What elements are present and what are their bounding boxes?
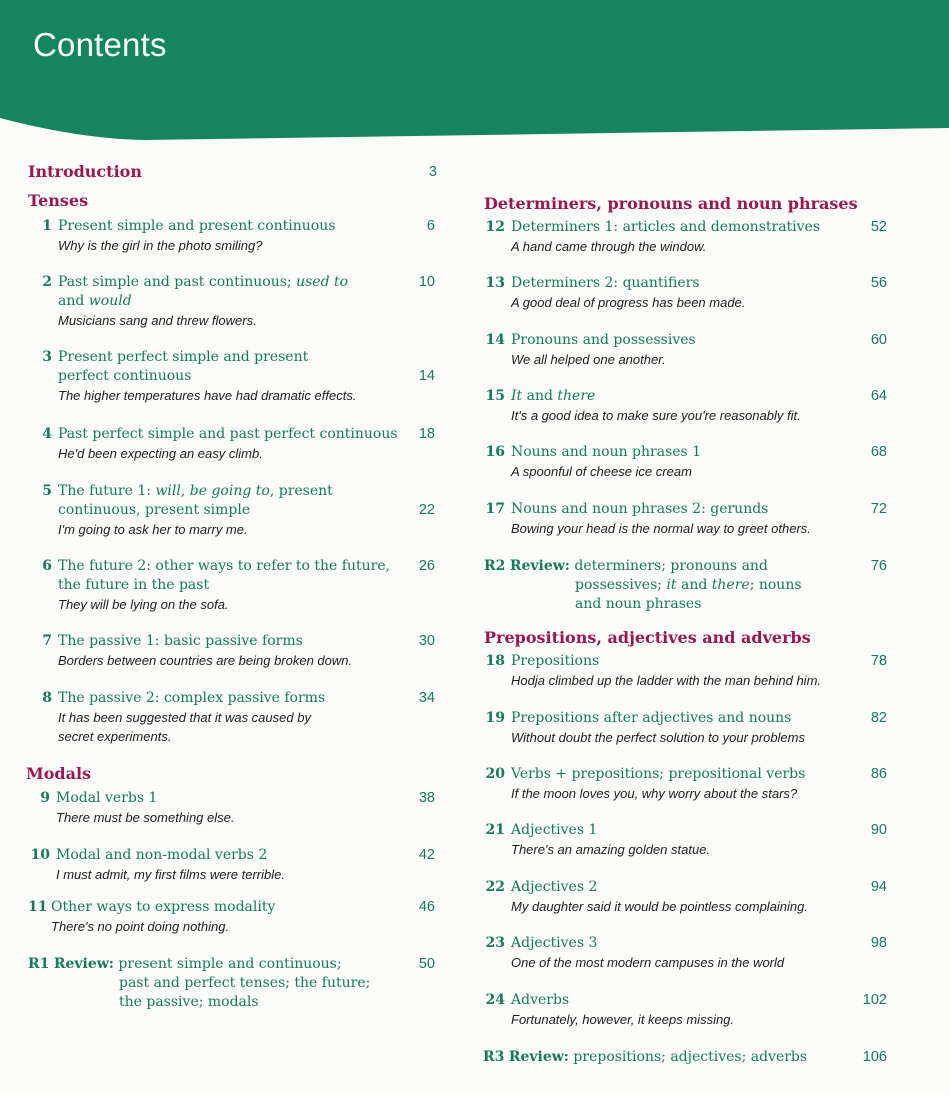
unit-title: Pronouns and possessives [511, 332, 696, 348]
review-entry-r1[interactable] [28, 955, 443, 1015]
unit-title: Nouns and noun phrases 1 [511, 444, 702, 460]
unit-entry-11[interactable] [28, 898, 443, 938]
unit-example: A good deal of progress has been made. [511, 295, 746, 310]
unit-title: Prepositions after adjectives and nouns [511, 710, 792, 726]
unit-example-cont: secret experiments. [58, 729, 172, 744]
unit-title: Modal verbs 1 [56, 790, 158, 806]
unit-number: 7 [42, 633, 52, 649]
unit-title: The future 2: other ways to refer to the future, [58, 558, 391, 574]
unit-example: They will be lying on the sofa. [58, 597, 229, 612]
unit-number: 23 [485, 935, 505, 951]
unit-number: 21 [485, 822, 505, 838]
unit-entry-4[interactable] [28, 425, 443, 465]
unit-title: Present perfect simple and present [58, 349, 309, 365]
review-title-cont: the passive; modals [119, 994, 259, 1010]
unit-example: Fortunately, however, it keeps missing. [511, 1012, 735, 1027]
unit-entry-23[interactable] [480, 934, 895, 974]
unit-example: My daughter said it would be pointless complaining. [511, 899, 809, 914]
page-number: 50 [418, 956, 435, 972]
page-number: 30 [418, 633, 435, 649]
unit-example: It has been suggested that it was caused by [58, 710, 311, 725]
unit-example: Hodja climbed up the ladder with the man behind him. [511, 673, 822, 688]
page-number: 42 [418, 847, 435, 863]
section-heading-prepositions [484, 628, 895, 648]
unit-title: It and there [511, 388, 596, 404]
unit-entry-14[interactable] [480, 331, 895, 371]
unit-number: 5 [42, 483, 52, 499]
unit-number: 18 [485, 653, 505, 669]
review-entry-r2[interactable] [480, 557, 895, 617]
unit-example: A spoonful of cheese ice cream [511, 464, 692, 479]
unit-example: We all helped one another. [511, 352, 666, 367]
unit-entry-15[interactable] [480, 387, 895, 427]
unit-entry-18[interactable] [480, 652, 895, 692]
unit-title: Adverbs [511, 992, 570, 1008]
section-heading-label: Modals [26, 764, 92, 783]
unit-number: 3 [42, 349, 52, 365]
unit-number: 6 [42, 558, 52, 574]
page-title: Contents [33, 26, 167, 63]
unit-number: 4 [42, 426, 52, 442]
section-heading-determiners [484, 194, 895, 214]
page-number: 3 [428, 164, 437, 180]
section-heading-tenses [28, 191, 443, 211]
unit-entry-5[interactable] [28, 482, 443, 542]
section-heading-modals [26, 764, 443, 784]
unit-example: One of the most modern campuses in the world [511, 955, 785, 970]
unit-entry-21[interactable] [480, 821, 895, 861]
unit-title: Verbs + prepositions; prepositional verbs [511, 766, 806, 782]
page-number: 56 [870, 275, 887, 291]
unit-example: Why is the girl in the photo smiling? [58, 238, 263, 253]
unit-entry-1[interactable] [28, 217, 443, 257]
unit-entry-22[interactable] [480, 878, 895, 918]
unit-entry-20[interactable] [480, 765, 895, 805]
unit-entry-24[interactable] [480, 991, 895, 1031]
unit-title: Nouns and noun phrases 2: gerunds [511, 501, 769, 517]
unit-number: 20 [485, 766, 505, 782]
page-number: 86 [870, 766, 887, 782]
unit-title: Past simple and past continuous; used to [58, 274, 349, 290]
page-number: 14 [418, 368, 435, 384]
unit-entry-19[interactable] [480, 709, 895, 749]
unit-number: 10 [30, 847, 50, 863]
page-number: 34 [418, 690, 435, 706]
section-introduction-label: Introduction [28, 162, 142, 181]
unit-title: Present simple and present continuous [58, 218, 336, 234]
unit-number: 19 [485, 710, 505, 726]
section-heading-label: Determiners, pronouns and noun phrases [484, 194, 858, 213]
page-number: 72 [870, 501, 887, 517]
unit-entry-2[interactable] [28, 273, 443, 333]
unit-title: Modal and non-modal verbs 2 [56, 847, 268, 863]
unit-title: Prepositions [511, 653, 600, 669]
page-number: 38 [418, 790, 435, 806]
page-number: 106 [862, 1049, 887, 1065]
page-number: 98 [870, 935, 887, 951]
unit-title-cont: the future in the past [58, 577, 210, 593]
unit-number: 22 [485, 879, 505, 895]
unit-entry-9[interactable] [28, 789, 443, 829]
page-number: 46 [418, 899, 435, 915]
section-heading-label: Tenses [28, 191, 89, 210]
unit-title-cont: perfect continuous [58, 368, 192, 384]
page-number: 82 [870, 710, 887, 726]
unit-title: Adjectives 2 [511, 879, 598, 895]
section-introduction[interactable] [28, 162, 443, 182]
unit-title: The future 1: will, be going to, present [58, 483, 333, 499]
review-title-cont: past and perfect tenses; the future; [119, 975, 371, 991]
unit-title: Other ways to express modality [51, 899, 276, 915]
unit-example: Borders between countries are being broken down. [58, 653, 353, 668]
unit-example: It's a good idea to make sure you're reasonably fit. [511, 408, 801, 423]
page-number: 22 [418, 502, 435, 518]
unit-entry-13[interactable] [480, 274, 895, 314]
unit-number: 11 [28, 899, 48, 915]
unit-number: 24 [485, 992, 505, 1008]
unit-example: I must admit, my first films were terrible. [56, 867, 285, 882]
unit-number: 9 [40, 790, 50, 806]
review-entry-r3[interactable] [480, 1048, 895, 1070]
unit-example: A hand came through the window. [511, 239, 707, 254]
unit-example: There's no point doing nothing. [51, 919, 230, 934]
page-number: 102 [862, 992, 887, 1008]
page-number: 68 [870, 444, 887, 460]
page-number: 52 [870, 219, 887, 235]
page-number: 78 [870, 653, 887, 669]
review-title-cont: possessives; it and there; nouns [575, 577, 802, 593]
page-number: 94 [870, 879, 887, 895]
page-number: 26 [418, 558, 435, 574]
page-number: 18 [418, 426, 435, 442]
unit-entry-3[interactable] [28, 348, 443, 408]
unit-example: He'd been expecting an easy climb. [58, 446, 263, 461]
unit-example: Without doubt the perfect solution to your problems [511, 730, 805, 745]
unit-entry-8[interactable] [28, 689, 443, 749]
page-number: 76 [870, 558, 887, 574]
unit-example: Bowing your head is the normal way to greet others. [511, 521, 811, 536]
unit-example: I'm going to ask her to marry me. [58, 522, 248, 537]
unit-number: 13 [485, 275, 505, 291]
unit-example: There must be something else. [56, 810, 235, 825]
unit-example: There's an amazing golden statue. [511, 842, 711, 857]
unit-number: 15 [485, 388, 505, 404]
unit-number: 2 [42, 274, 52, 290]
review-title: R1 Review: present simple and continuous; [28, 956, 342, 972]
unit-title: Past perfect simple and past perfect continuous [58, 426, 398, 442]
page-number: 60 [870, 332, 887, 348]
unit-title: Adjectives 3 [511, 935, 598, 951]
unit-example: If the moon loves you, why worry about the stars? [511, 786, 798, 801]
unit-number: 14 [485, 332, 505, 348]
page-number: 6 [426, 218, 435, 234]
unit-title: Determiners 2: quantifiers [511, 275, 700, 291]
unit-entry-6[interactable] [28, 557, 443, 617]
unit-title: Adjectives 1 [511, 822, 598, 838]
unit-entry-7[interactable] [28, 632, 443, 672]
unit-entry-10[interactable] [28, 846, 443, 886]
page-number: 90 [870, 822, 887, 838]
page-number: 10 [418, 274, 435, 290]
unit-number: 8 [42, 690, 52, 706]
unit-title: The passive 2: complex passive forms [58, 690, 326, 706]
review-title: R2 Review: determiners; pronouns and [484, 558, 768, 574]
unit-number: 17 [485, 501, 505, 517]
unit-title-cont: and would [58, 293, 132, 309]
unit-number: 16 [485, 444, 505, 460]
review-title-cont: and noun phrases [575, 596, 702, 612]
unit-entry-16[interactable] [480, 443, 895, 483]
unit-title-cont: continuous, present simple [58, 502, 251, 518]
unit-example: Musicians sang and threw flowers. [58, 313, 257, 328]
page-number: 64 [870, 388, 887, 404]
unit-entry-12[interactable] [480, 218, 895, 258]
unit-example: The higher temperatures have had dramatic effects. [58, 388, 357, 403]
unit-number: 1 [42, 218, 52, 234]
unit-entry-17[interactable] [480, 500, 895, 540]
section-heading-label: Prepositions, adjectives and adverbs [484, 628, 811, 647]
review-title: R3 Review: prepositions; adjectives; adverbs [483, 1049, 808, 1065]
unit-title: Determiners 1: articles and demonstratives [511, 219, 821, 235]
unit-title: The passive 1: basic passive forms [58, 633, 303, 649]
unit-number: 12 [485, 219, 505, 235]
